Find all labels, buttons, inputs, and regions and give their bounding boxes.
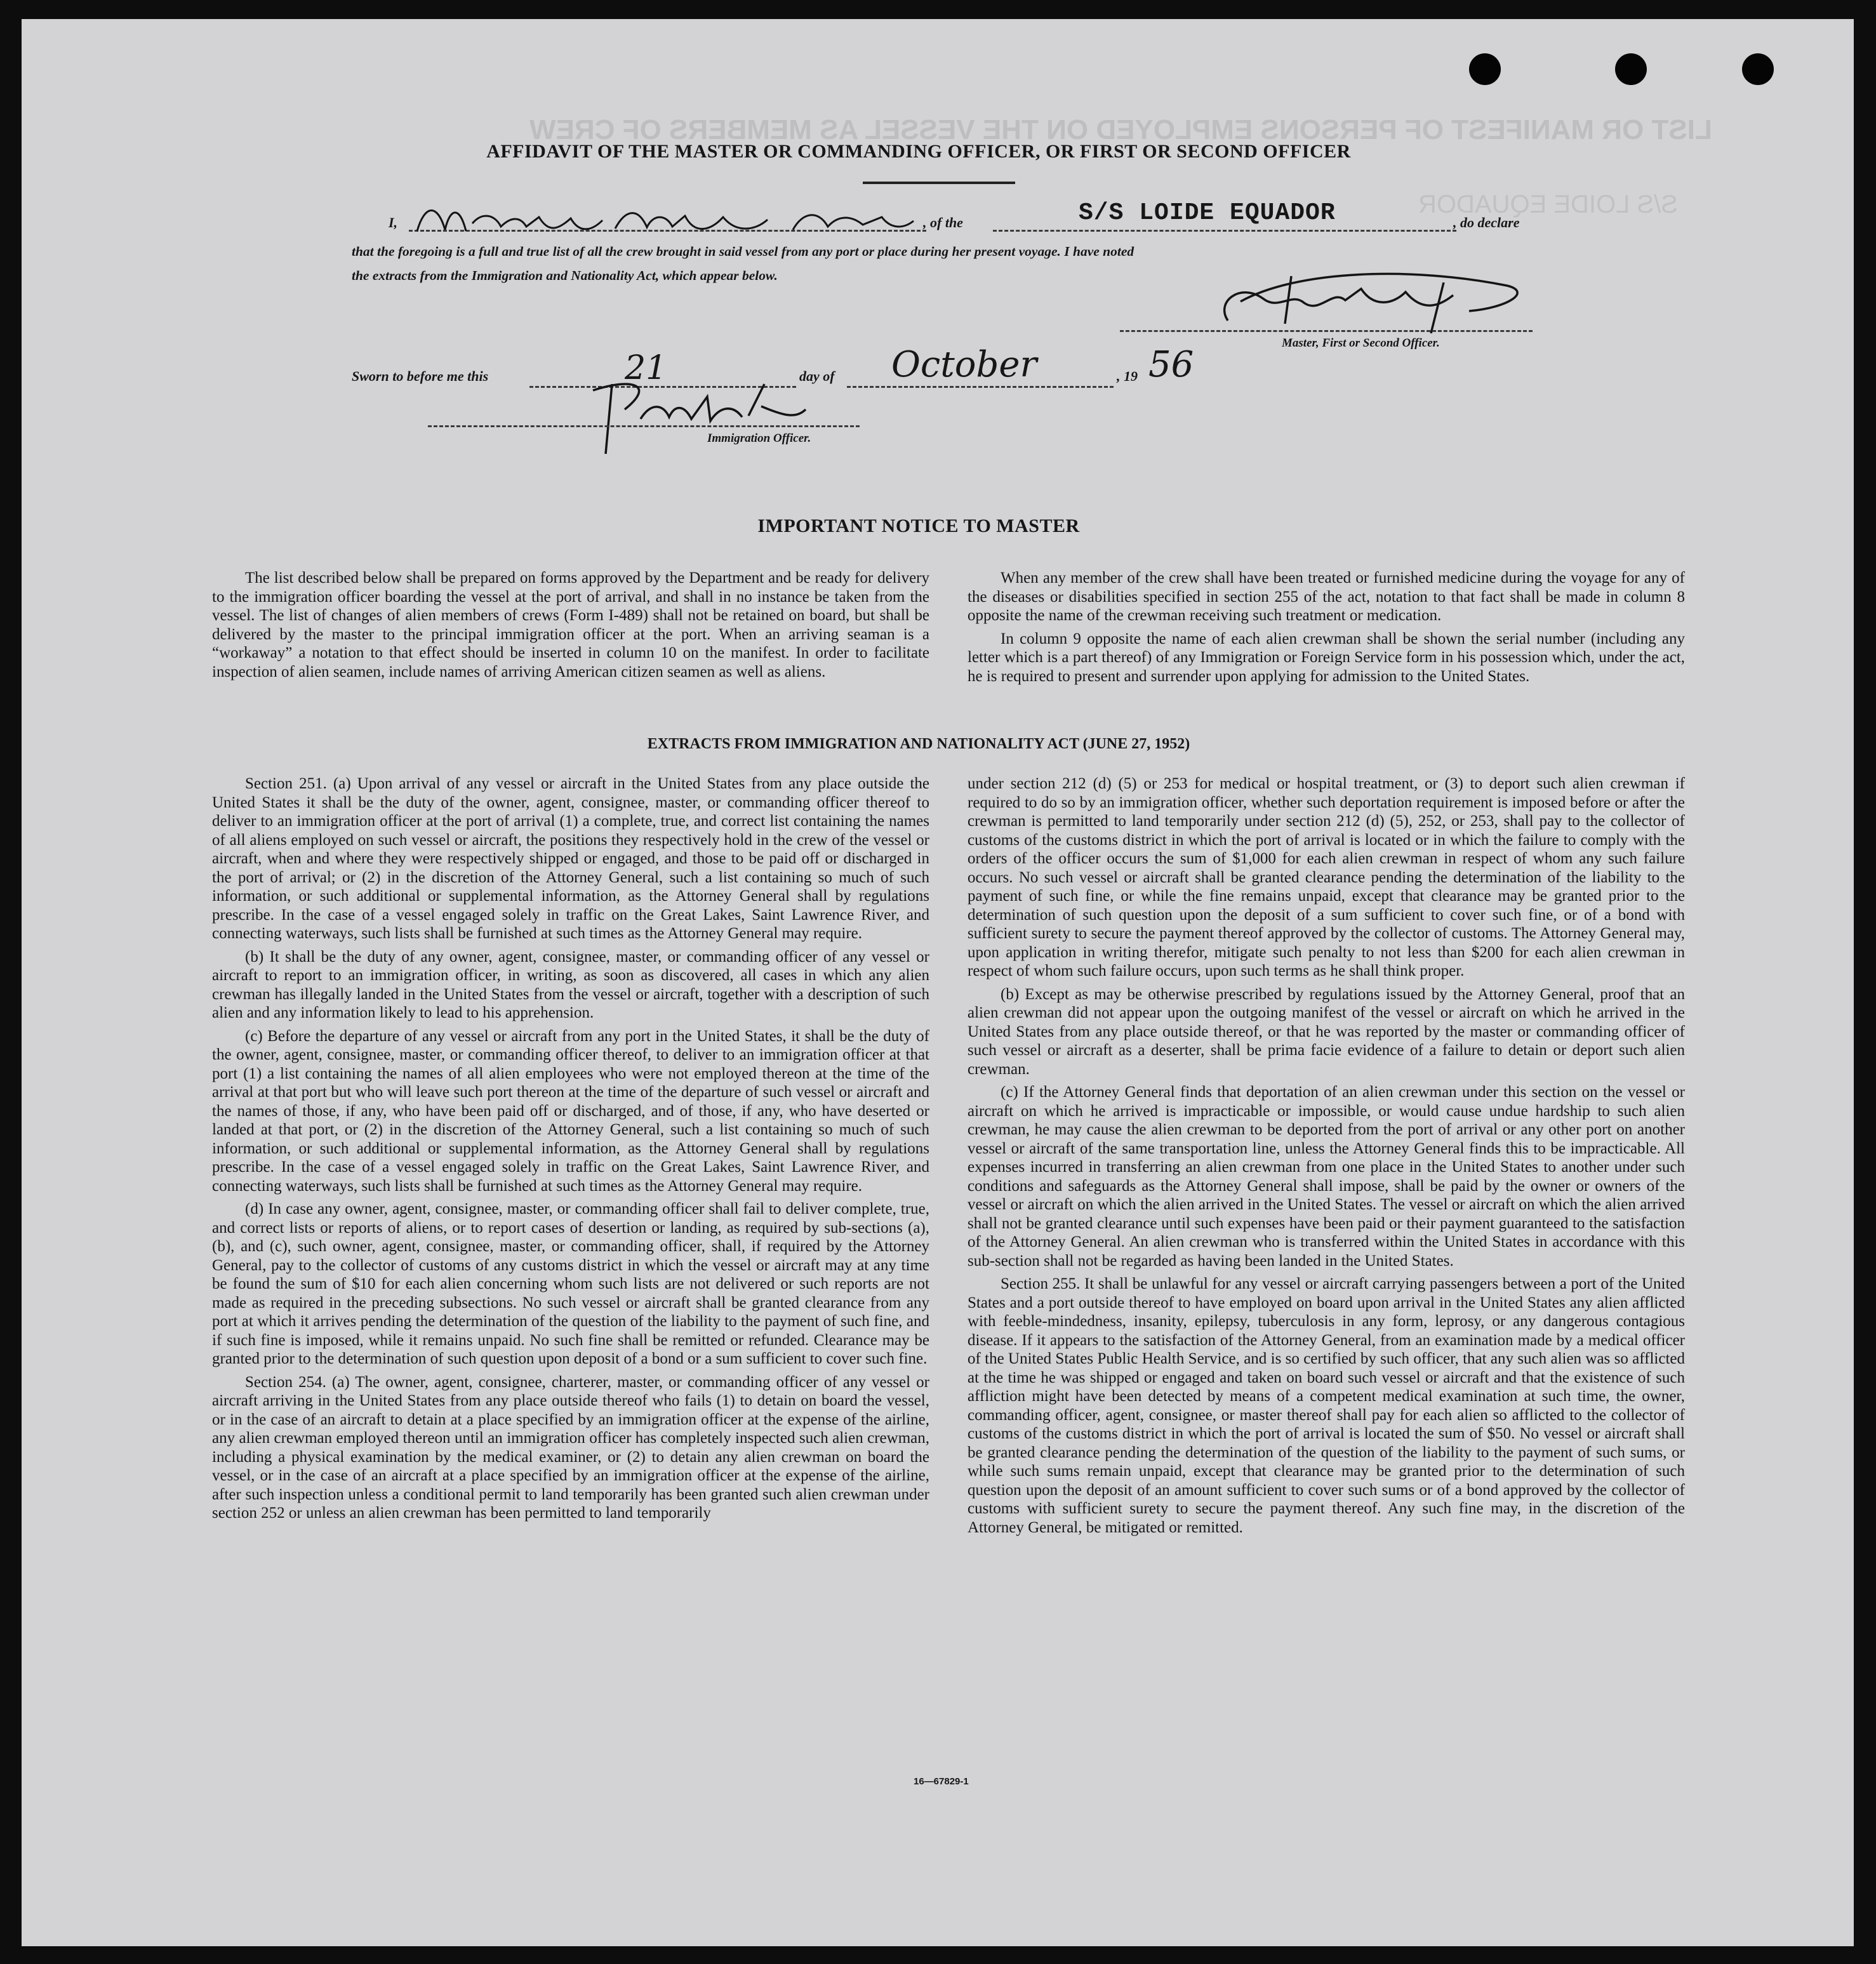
bleed-through-heading: LIST OR MANIFEST OF PERSONS EMPLOYED ON THE VESSEL AS MEMBERS OF CREW <box>529 114 1712 145</box>
extracts-left-column <box>212 774 929 1527</box>
notice-left-column <box>212 569 929 686</box>
label-of-the: , of the <box>923 215 963 230</box>
vessel-name-typed: S/S LOIDE EQUADOR <box>1079 199 1336 227</box>
extracts-right-column <box>968 774 1685 1541</box>
section-254a: Section 254. (a) The owner, agent, consignee, charterer, master, or commanding officer of any vessel or aircraft arriving in the United States from any place outside thereof who fails (1) to detain on board the vessel, or in the case of an aircraft to detain at a place specified by an immigration officer at the expense of the airline, any alien crewman employed thereon until an immigration officer has completely inspected such alien crewman, including a physical examination by the medical examiner, or (2) to detain any alien crewman on board the vessel, or in the case of an aircraft at a place specified by an immigration officer at the expense of the airline, after such inspection unless a conditional permit to land temporarily has been granted such alien crewman under section 252 or unless an alien crewman has been permitted to land temporarily <box>212 1373 929 1522</box>
section-251a: Section 251. (a) Upon arrival of any vessel or aircraft in the United States from any place outside the United States it shall be the duty of the owner, agent, consignee, master, or commanding officer thereof to deliver to an immigration officer at the port of arrival (1) a complete, true, and correct list containing the names of all aliens employed on such vessel or aircraft, the positions they respectively hold in the crew of the vessel or aircraft, when and where they were respectively shipped or engaged, and those to be paid off or discharged in the port of arrival; or (2) in the discretion of the Attorney General, such a list containing so much of such information, or such additional or supplemental information, as the Attorney General shall by regulations prescribe. In the case of a vessel engaged solely in traffic on the Great Lakes, Saint Lawrence River, and connecting waterways, such lists shall be furnished at such times as the Attorney General may require. <box>212 775 929 942</box>
document-page <box>22 19 1854 1946</box>
declaration-line-2: the extracts from the Immigration and Nationality Act, which appear below. <box>352 268 778 283</box>
master-signature-line <box>1120 330 1533 332</box>
punch-hole <box>1742 53 1774 85</box>
section-254a-continued: under section 212 (d) (5) or 253 for medical or hospital treatment, or (3) to deport such alien crewman if required to do so by an immigration officer, whether such deportation requirement is imposed before or after the crewman is permitted to land temporarily under section 212 (d) (5), 252, or 253, shall pay to the collector of customs of the customs district in which the port of arrival is located or in which the failure to comply with the orders of the officer occurs the sum of $1,000 for each alien crewman in respect of whom any such failure occurs. No such vessel or aircraft shall be granted clearance pending the determination of the liability to the payment of such fine, or while the fine remains unpaid, except that clearance may be granted prior to the determination of such question upon the deposit of a sum sufficient to cover such fine, or of a bond with sufficient surety to secure the payment thereof approved by the collector of customs. The Attorney General may, upon application in writing therefor, mitigate such penalty to not less than $200 for each alien crewman in respect of whom such failure occurs, upon such terms as he shall think proper. <box>968 775 1685 979</box>
master-caption: Master, First or Second Officer. <box>1282 336 1440 350</box>
sworn-label: Sworn to before me this <box>352 368 489 384</box>
notice-right-paragraph-1: When any member of the crew shall have been treated or furnished medicine during the voyage for any of the diseases or disabilities specified in section 255 of the act, notation to that fact shall be made in column 8 opposite the name of the crewman receiving such treatment or medication. <box>968 569 1685 624</box>
title-rule <box>863 182 1015 184</box>
section-251b: (b) It shall be the duty of any owner, agent, consignee, master, or commanding officer of any vessel or aircraft to report to an immigration officer, in writing, as soon as discovered, all cases in which any alien crewman has illegally landed in the United States from the vessel or aircraft, together with a description of such alien and any information likely to lead to his apprehension. <box>212 948 929 1021</box>
bleed-through-vessel: S/S LOIDE EQUADOR <box>1418 190 1678 218</box>
form-code: 16—67829-1 <box>914 1776 969 1787</box>
officer-signature <box>580 371 809 460</box>
year-prefix: , 19 <box>1117 368 1138 384</box>
notice-left-paragraph: The list described below shall be prepared on forms approved by the Department and be ready for delivery to the immigration officer boarding the vessel at the port of arrival, and shall in no instance be taken from the vessel. The list of changes of alien members of crews (Form I-489) shall not be retained on board, but shall be delivered by the master to the principal immigration officer at the port. When an arriving seaman is a “workaway” a notation to that effect should be inserted in column 10 on the manifest. In order to facilitate inspection of alien seamen, include names of arriving American citizen seamen as well as aliens. <box>212 569 929 680</box>
day-of-label: day of <box>799 368 835 384</box>
section-254b: (b) Except as may be otherwise prescribed by regulations issued by the Attorney General, proof that an alien crewman did not appear upon the outgoing manifest of the vessel or aircraft on which he arrived in the United States from any place outside thereof, or that he was reported by the master or commanding officer of such vessel or aircraft as a deserter, shall be prima facie evidence of a failure to detain or deport such alien crewman. <box>968 985 1685 1078</box>
officer-signature-line <box>428 425 860 427</box>
affidavit-title: AFFIDAVIT OF THE MASTER OR COMMANDING OFFICER, OR FIRST OR SECOND OFFICER <box>486 141 1351 162</box>
punch-hole <box>1615 53 1647 85</box>
notice-title: IMPORTANT NOTICE TO MASTER <box>757 515 1080 536</box>
section-251c: (c) Before the departure of any vessel or aircraft from any port in the United States, it shall be the duty of the owner, agent, consignee, master, or commanding officer thereof, to deliver to an immigration officer at that port (1) a list containing the names of all alien employees who were not employed thereon at the time of the arrival at that port but who will leave such port thereon at the time of the departure of such vessel or aircraft and the names of those, if any, who have been paid off or discharged, and of those, if any, who have deserted or landed at that port, or (2) in the discretion of the Attorney General, such a list containing so much of such information, or such additional or supplemental information, as the Attorney General shall by regulations prescribe. In the case of a vessel engaged solely in traffic on the Great Lakes, Saint Lawrence River, and connecting waterways, such lists shall be furnished at such times as the Attorney General may require. <box>212 1027 929 1195</box>
section-251d: (d) In case any owner, agent, consignee, master, or commanding officer shall fail to deliver complete, true, and correct lists or reports of aliens, or to report cases of desertion or landing, as required by sub-sections (a), (b), and (c), such owner, agent, consignee, master, or commanding officer, shall, if required by the Attorney General, pay to the collector of customs of any customs district in which the vessel or aircraft may at any time be found the sum of $10 for each alien concerning whom such lists are not delivered or such reports are not made as required in the preceding subsections. No such vessel or aircraft shall be granted clearance from any port at which it arrives pending the determination of the question of the liability to the payment of such fine, and if such fine is imposed, while it remains unpaid. No such fine shall be remitted or refunded. Clearance may be granted prior to the determination of such question upon deposit of a bond or a sum sufficient to cover such fine. <box>212 1200 929 1367</box>
label-i: I, <box>389 215 398 230</box>
master-signature <box>1202 263 1533 346</box>
year-suffix: 56 <box>1148 344 1194 385</box>
notice-right-column <box>968 569 1685 690</box>
sworn-day: 21 <box>625 349 667 387</box>
sworn-month-line <box>847 386 1114 388</box>
notice-right-paragraph-2: In column 9 opposite the name of each alien crewman shall be shown the serial number (including any letter which is a part thereof) of any Immigration or Foreign Service form in his possession which, under the act, he is required to present and surrender upon applying for admission to the United States. <box>968 630 1685 685</box>
label-do-declare: , do declare <box>1453 215 1520 230</box>
officer-caption: Immigration Officer. <box>707 432 811 445</box>
vessel-line <box>993 230 1456 232</box>
master-name-signature <box>412 198 926 242</box>
sworn-month: October <box>891 344 1037 385</box>
extracts-title: EXTRACTS FROM IMMIGRATION AND NATIONALITY ACT (JUNE 27, 1952) <box>647 736 1190 752</box>
section-255: Section 255. It shall be unlawful for any vessel or aircraft carrying passengers between a port of the United States and a port outside thereof to have employed on board upon arrival in the United States any alien afflicted with feeble-mindedness, insanity, epilepsy, tuberculosis in any form, leprosy, or any dangerous contagious disease. If it appears to the satisfaction of the Attorney General, from an examination made by a medical officer of the United States Public Health Service, and is so certified by such officer, that any such alien was so afflicted at the time he was shipped or engaged and taken on board such vessel or aircraft and that the existence of such affliction might have been detected by means of a competent medical examination at such time, the owner, commanding officer, agent, consignee, or master thereof shall pay for each alien so afflicted to the collector of customs of the customs district in which the port of arrival is located the sum of $50. No vessel or aircraft shall be granted clearance pending the determination of the question of the liability to the payment of such sums, or while such sums remain unpaid, except that clearance may be granted prior to the determination of such question upon the deposit of an amount sufficient to cover such sums or of a bond approved by the collector of customs with sufficient surety to secure the payment thereof. Any such fine may, in the discretion of the Attorney General, be mitigated or remitted. <box>968 1275 1685 1536</box>
declaration-line-1: that the foregoing is a full and true list of all the crew brought in said vessel from any port or place during her present voyage. I have noted <box>352 244 1134 259</box>
section-254c: (c) If the Attorney General finds that deportation of an alien crewman under this section on the vessel or aircraft on which he arrived is impracticable or impossible, or would cause undue hardship to such alien crewman, he may cause the alien crewman to be deported from the port of arrival or any other port on another vessel or aircraft of the same transportation line, unless the Attorney General finds this to be impracticable. All expenses incurred in transferring an alien crewman from one place in the United States to another under such conditions and safeguards as the Attorney General shall impose, shall be paid by the owner or owners of the vessel or aircraft on which the alien arrived in the United States. The vessel or aircraft on which the alien arrived shall not be granted clearance until such expenses have been paid or their payment guaranteed to the satisfaction of the Attorney General. An alien crewman who is transferred within the United States in accordance with this sub-section shall not be regarded as having been landed in the United States. <box>968 1084 1685 1270</box>
punch-hole <box>1469 53 1501 85</box>
